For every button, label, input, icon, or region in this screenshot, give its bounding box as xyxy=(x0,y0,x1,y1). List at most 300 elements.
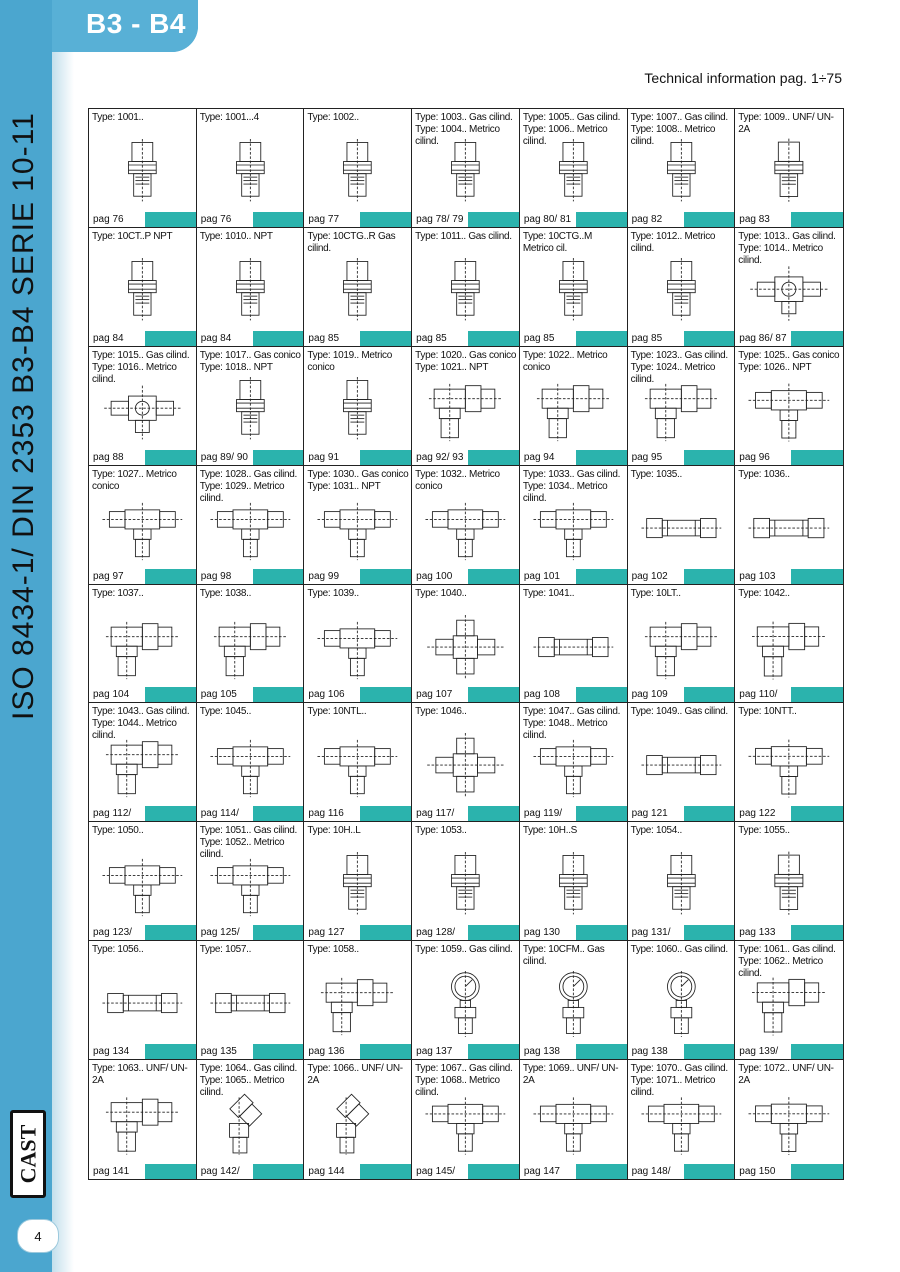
product-type-label: Type: 1056.. xyxy=(92,944,144,956)
page-reference-bar[interactable] xyxy=(304,687,411,702)
fitting-union-icon xyxy=(638,492,725,566)
fitting-angle-45-icon xyxy=(207,1086,294,1161)
fitting-straight-icon xyxy=(530,254,617,328)
product-cell xyxy=(735,941,843,1060)
page-reference-bar[interactable] xyxy=(520,806,627,821)
page-reference-label[interactable]: pag 99 xyxy=(304,569,360,584)
product-type-label: Type: 10CTG..M Metrico cil. xyxy=(522,230,592,254)
page-reference-label[interactable]: pag 76 xyxy=(197,212,253,227)
fitting-elbow-icon xyxy=(638,373,725,447)
page-reference-label[interactable]: pag 84 xyxy=(197,331,253,346)
page-reference-label[interactable]: pag 147 xyxy=(520,1164,576,1179)
product-cell xyxy=(520,941,628,1060)
page-reference-label[interactable]: pag 89/ 90 xyxy=(197,450,253,465)
page-reference-bar[interactable] xyxy=(89,806,196,821)
product-type-label: Type: 1036.. xyxy=(738,468,790,480)
page-reference-bar[interactable] xyxy=(197,806,304,821)
product-cell xyxy=(89,347,197,466)
product-type-label: Type: 10H..S xyxy=(522,825,578,837)
page-reference-bar[interactable] xyxy=(412,687,519,702)
product-type-label: Type: 1005.. Gas cilind. Type: 1006.. Metrico cilind. xyxy=(522,112,621,147)
product-type-label: Type: 1046.. xyxy=(415,706,467,718)
product-type-label: Type: 1069.. UNF/ UN-2A xyxy=(522,1063,619,1087)
page-reference-label[interactable]: pag 91 xyxy=(304,450,360,465)
product-type-label: Type: 1033.. Gas cilind. Type: 1034.. Metrico cilind. xyxy=(522,468,621,504)
page-reference-bar[interactable] xyxy=(304,1164,411,1179)
page-reference-label[interactable]: pag 86/ 87 xyxy=(735,331,791,346)
fitting-tee-icon xyxy=(422,1086,509,1161)
fitting-union-icon xyxy=(207,967,294,1041)
page-reference-label[interactable]: pag 103 xyxy=(735,569,791,584)
page-reference-label[interactable]: pag 105 xyxy=(197,687,253,702)
product-type-label: Type: 1001.. xyxy=(92,112,144,123)
fitting-union-icon xyxy=(530,611,617,685)
fitting-elbow-icon xyxy=(422,373,509,447)
page-reference-bar[interactable] xyxy=(628,1164,735,1179)
product-type-label: Type: 1028.. Gas cilind. Type: 1029.. Metrico cilind. xyxy=(199,468,298,504)
page-reference-label[interactable]: pag 135 xyxy=(197,1044,253,1059)
page-reference-bar[interactable] xyxy=(628,925,735,940)
page-reference-bar[interactable] xyxy=(735,569,843,584)
page-reference-bar[interactable] xyxy=(304,212,411,227)
page-reference-label[interactable]: pag 128/ xyxy=(412,925,468,940)
product-type-label: Type: 1002.. xyxy=(307,112,359,123)
page-reference-label[interactable]: pag 131/ xyxy=(628,925,684,940)
product-cell xyxy=(89,585,197,704)
page-reference-label[interactable]: pag 78/ 79 xyxy=(412,212,468,227)
product-type-label: Type: 10CT..P NPT xyxy=(92,230,173,242)
fitting-tee-icon xyxy=(207,848,294,922)
product-cell xyxy=(412,466,520,585)
page-reference-bar[interactable] xyxy=(89,331,196,346)
page-reference-label[interactable]: pag 85 xyxy=(412,331,468,346)
page-reference-bar[interactable] xyxy=(520,925,627,940)
vertical-series-title: ISO 8434-1/ DIN 2353 B3-B4 SERIE 10-11 xyxy=(7,112,40,720)
page-reference-bar[interactable] xyxy=(628,212,735,227)
page-reference-bar[interactable] xyxy=(628,1044,735,1059)
page-reference-label[interactable]: pag 136 xyxy=(304,1044,360,1059)
product-type-label: Type: 1011.. Gas cilind. xyxy=(415,230,512,242)
page-reference-label[interactable]: pag 125/ xyxy=(197,925,253,940)
fitting-elbow-icon xyxy=(530,373,617,447)
product-type-label: Type: 1057.. xyxy=(199,944,252,956)
page-reference-label[interactable]: pag 100 xyxy=(412,569,468,584)
product-type-label: Type: 1032.. Metrico conico xyxy=(415,468,500,492)
fitting-straight-icon xyxy=(99,135,186,209)
product-type-label: Type: 1015.. Gas cilind. Type: 1016.. Metrico cilind. xyxy=(92,349,190,385)
page-reference-bar[interactable] xyxy=(412,806,519,821)
page-reference-bar[interactable] xyxy=(89,1164,196,1179)
page-reference-bar[interactable] xyxy=(412,925,519,940)
product-type-label: Type: 1054.. xyxy=(630,825,683,837)
product-cell xyxy=(197,466,305,585)
page-reference-bar[interactable] xyxy=(735,212,843,227)
product-cell xyxy=(735,109,843,228)
page-reference-label[interactable]: pag 82 xyxy=(628,212,684,227)
product-cell xyxy=(628,703,736,822)
fitting-cross-icon xyxy=(422,611,509,685)
product-type-label: Type: 1025.. Gas conico Type: 1026.. NPT xyxy=(738,349,840,373)
product-type-label: Type: 1027.. Metrico conico xyxy=(92,468,177,492)
product-cell xyxy=(304,1060,412,1179)
page-reference-bar[interactable] xyxy=(735,331,843,346)
page-reference-label[interactable]: pag 142/ xyxy=(197,1164,253,1179)
product-cell xyxy=(735,466,843,585)
page-reference-bar[interactable] xyxy=(197,331,304,346)
product-cell xyxy=(89,109,197,228)
fitting-straight-icon xyxy=(530,848,617,922)
product-cell xyxy=(412,941,520,1060)
product-type-label: Type: 1064.. Gas cilind. Type: 1065.. Metrico cilind. xyxy=(199,1063,298,1099)
page-reference-bar[interactable] xyxy=(89,569,196,584)
product-cell xyxy=(628,1060,736,1179)
product-type-label: Type: 1019.. Metrico conico xyxy=(307,349,393,373)
product-type-label: Type: 1012.. Metrico cilind. xyxy=(630,230,716,254)
product-cell xyxy=(520,466,628,585)
product-type-label: Type: 1035.. xyxy=(630,468,683,480)
fitting-banjo-icon xyxy=(745,254,833,328)
product-type-label: Type: 1047.. Gas cilind. Type: 1048.. Metrico cilind. xyxy=(522,706,621,742)
page-reference-label[interactable]: pag 106 xyxy=(304,687,360,702)
page-reference-bar[interactable] xyxy=(197,450,304,465)
page-reference-label[interactable]: pag 117/ xyxy=(412,806,468,821)
fitting-straight-icon xyxy=(207,135,294,209)
product-type-label: Type: 10NTT.. xyxy=(738,706,797,718)
fitting-elbow-icon xyxy=(99,1086,186,1161)
product-cell xyxy=(304,703,412,822)
product-cell xyxy=(412,228,520,347)
product-cell xyxy=(735,228,843,347)
fitting-elbow-icon xyxy=(745,967,833,1041)
product-type-label: Type: 1020.. Gas conico Type: 1021.. NPT xyxy=(415,349,517,373)
product-cell xyxy=(412,1060,520,1179)
pressure-gauge-icon xyxy=(638,967,725,1041)
product-cell xyxy=(735,822,843,941)
product-cell xyxy=(735,585,843,704)
product-cell xyxy=(304,347,412,466)
product-cell xyxy=(412,703,520,822)
page-reference-label[interactable]: pag 116 xyxy=(304,806,360,821)
page-reference-bar[interactable] xyxy=(197,925,304,940)
fitting-elbow-icon xyxy=(745,611,833,685)
product-type-label: Type: 1017.. Gas conico Type: 1018.. NPT xyxy=(199,349,301,373)
page-reference-label[interactable]: pag 134 xyxy=(89,1044,145,1059)
page-reference-label[interactable]: pag 144 xyxy=(304,1164,360,1179)
product-type-label: Type: 1061.. Gas cilind. Type: 1062.. Metrico cilind. xyxy=(738,944,836,980)
page-reference-bar[interactable] xyxy=(628,687,735,702)
fitting-straight-icon xyxy=(314,848,401,922)
page-reference-bar[interactable] xyxy=(197,687,304,702)
fitting-tee-icon xyxy=(638,1086,725,1161)
fitting-banjo-icon xyxy=(99,373,186,447)
product-cell xyxy=(197,1060,305,1179)
page-reference-label[interactable]: pag 88 xyxy=(89,450,145,465)
page-reference-label[interactable]: pag 148/ xyxy=(628,1164,684,1179)
product-type-label: Type: 1049.. Gas cilind. xyxy=(630,706,728,718)
page-reference-label[interactable]: pag 94 xyxy=(520,450,576,465)
page-reference-label[interactable]: pag 102 xyxy=(628,569,684,584)
page-reference-bar[interactable] xyxy=(520,1164,627,1179)
fitting-elbow-icon xyxy=(99,729,186,803)
fitting-tee-icon xyxy=(314,611,401,685)
product-cell xyxy=(197,585,305,704)
page-reference-label[interactable]: pag 114/ xyxy=(197,806,253,821)
page-reference-label[interactable]: pag 104 xyxy=(89,687,145,702)
page-reference-bar[interactable] xyxy=(520,331,627,346)
product-type-label: Type: 1009.. UNF/ UN-2A xyxy=(738,112,834,135)
fitting-tee-icon xyxy=(99,848,186,922)
fitting-straight-icon xyxy=(99,254,186,328)
product-cell xyxy=(412,347,520,466)
fitting-elbow-icon xyxy=(99,611,186,685)
page-reference-label[interactable]: pag 83 xyxy=(735,212,791,227)
page-reference-bar[interactable] xyxy=(412,212,519,227)
page-reference-label[interactable]: pag 80/ 81 xyxy=(520,212,576,227)
product-type-label: Type: 1043.. Gas cilind. Type: 1044.. Metrico cilind. xyxy=(92,706,190,742)
product-cell xyxy=(628,228,736,347)
product-cell xyxy=(628,941,736,1060)
page-reference-bar[interactable] xyxy=(412,1044,519,1059)
fitting-straight-icon xyxy=(314,373,401,447)
product-type-label: Type: 10CFM.. Gas cilind. xyxy=(522,944,605,968)
product-type-label: Type: 10CTG..R Gas cilind. xyxy=(307,230,396,254)
fitting-tee-icon xyxy=(207,492,294,566)
product-type-label: Type: 1040.. xyxy=(415,587,467,599)
page-reference-bar[interactable] xyxy=(412,450,519,465)
page-reference-label[interactable]: pag 130 xyxy=(520,925,576,940)
product-cell xyxy=(628,585,736,704)
page-reference-label[interactable]: pag 96 xyxy=(735,450,791,465)
product-type-label: Type: 1072.. UNF/ UN-2A xyxy=(738,1063,834,1087)
page-reference-bar[interactable] xyxy=(304,450,411,465)
product-cell xyxy=(89,1060,197,1179)
product-cell xyxy=(304,822,412,941)
page-reference-bar[interactable] xyxy=(520,569,627,584)
product-type-label: Type: 1013.. Gas cilind. Type: 1014.. Metrico cilind. xyxy=(738,230,836,266)
fitting-tee-icon xyxy=(530,729,617,803)
page-reference-label[interactable]: pag 84 xyxy=(89,331,145,346)
page-reference-bar[interactable] xyxy=(520,212,627,227)
fitting-straight-icon xyxy=(745,135,833,209)
product-type-label: Type: 10H..L xyxy=(307,825,361,837)
page-reference-label[interactable]: pag 76 xyxy=(89,212,145,227)
fitting-straight-icon xyxy=(638,848,725,922)
product-cell xyxy=(412,822,520,941)
page-reference-bar[interactable] xyxy=(304,331,411,346)
page-reference-bar[interactable] xyxy=(89,212,196,227)
product-type-label: Type: 1022.. Metrico conico xyxy=(522,349,608,373)
page-reference-bar[interactable] xyxy=(197,1164,304,1179)
page-reference-bar[interactable] xyxy=(520,1044,627,1059)
page-reference-label[interactable]: pag 110/ xyxy=(735,687,791,702)
product-type-label: Type: 1007.. Gas cilind. Type: 1008.. Metrico cilind. xyxy=(630,112,728,147)
page-reference-bar[interactable] xyxy=(735,925,843,940)
page-reference-bar[interactable] xyxy=(89,925,196,940)
fitting-straight-icon xyxy=(530,135,617,209)
technical-info-reference: Technical information pag. 1÷75 xyxy=(644,70,842,86)
product-cell xyxy=(520,822,628,941)
fitting-angle-45-icon xyxy=(314,1086,401,1161)
page-reference-label[interactable]: pag 108 xyxy=(520,687,576,702)
product-type-label: Type: 1066.. UNF/ UN-2A xyxy=(307,1063,403,1087)
page-reference-label[interactable]: pag 101 xyxy=(520,569,576,584)
page-reference-label[interactable]: pag 127 xyxy=(304,925,360,940)
page-reference-label[interactable]: pag 119/ xyxy=(520,806,576,821)
product-cell xyxy=(197,941,305,1060)
page-reference-label[interactable]: pag 150 xyxy=(735,1164,791,1179)
product-cell xyxy=(735,703,843,822)
page-reference-label[interactable]: pag 145/ xyxy=(412,1164,468,1179)
page-reference-label[interactable]: pag 85 xyxy=(628,331,684,346)
fitting-tee-icon xyxy=(314,492,401,566)
product-cell xyxy=(89,941,197,1060)
product-cell xyxy=(197,228,305,347)
page-reference-label[interactable]: pag 139/ xyxy=(735,1044,791,1059)
product-cell xyxy=(89,703,197,822)
page-reference-bar[interactable] xyxy=(89,687,196,702)
product-cell xyxy=(520,703,628,822)
page-reference-bar[interactable] xyxy=(628,806,735,821)
section-tab-label: B3 - B4 xyxy=(86,8,186,39)
product-cell xyxy=(197,347,305,466)
page-reference-bar[interactable] xyxy=(628,450,735,465)
page-reference-label[interactable]: pag 138 xyxy=(628,1044,684,1059)
fitting-tee-icon xyxy=(745,373,833,447)
page-reference-bar[interactable] xyxy=(304,569,411,584)
fitting-union-icon xyxy=(99,967,186,1041)
fitting-cross-icon xyxy=(422,729,509,803)
product-cell xyxy=(628,822,736,941)
product-type-label: Type: 1023.. Gas cilind. Type: 1024.. Metrico cilind. xyxy=(630,349,728,385)
page-number: 4 xyxy=(18,1220,58,1252)
product-type-label: Type: 1051.. Gas cilind. Type: 1052.. Metrico cilind. xyxy=(199,825,298,861)
fitting-straight-icon xyxy=(422,254,509,328)
page-reference-bar[interactable] xyxy=(89,1044,196,1059)
page-reference-bar[interactable] xyxy=(412,331,519,346)
logo-text: CAST xyxy=(15,1124,40,1184)
product-cell xyxy=(197,109,305,228)
fitting-elbow-icon xyxy=(314,967,401,1041)
page-reference-bar[interactable] xyxy=(304,806,411,821)
cast-logo xyxy=(10,1110,46,1198)
product-cell xyxy=(520,1060,628,1179)
page-reference-bar[interactable] xyxy=(520,450,627,465)
product-type-label: Type: 1001...4 xyxy=(199,112,259,123)
product-cell xyxy=(304,941,412,1060)
fitting-straight-icon xyxy=(314,254,401,328)
page-reference-label[interactable]: pag 133 xyxy=(735,925,791,940)
product-type-label: Type: 1070.. Gas cilind. Type: 1071.. Metrico cilind. xyxy=(630,1063,728,1099)
product-cell xyxy=(520,109,628,228)
product-cell xyxy=(197,822,305,941)
page-reference-bar[interactable] xyxy=(304,925,411,940)
page-reference-label[interactable]: pag 121 xyxy=(628,806,684,821)
fitting-tee-icon xyxy=(207,729,294,803)
product-cell xyxy=(304,228,412,347)
product-cell xyxy=(304,585,412,704)
page-reference-label[interactable]: pag 85 xyxy=(304,331,360,346)
product-type-label: Type: 1067.. Gas cilind. Type: 1068.. Metrico cilind. xyxy=(415,1063,513,1099)
product-type-label: Type: 1039.. xyxy=(307,587,359,599)
page-reference-bar[interactable] xyxy=(735,806,843,821)
product-type-label: Type: 10LT.. xyxy=(630,587,681,599)
page-reference-bar[interactable] xyxy=(628,569,735,584)
product-type-label: Type: 1003.. Gas cilind. Type: 1004.. Metrico cilind. xyxy=(415,112,513,147)
page-reference-label[interactable]: pag 77 xyxy=(304,212,360,227)
product-type-label: Type: 1050.. xyxy=(92,825,144,837)
page-reference-bar[interactable] xyxy=(735,687,843,702)
page-reference-label[interactable]: pag 95 xyxy=(628,450,684,465)
product-type-label: Type: 1055.. xyxy=(738,825,790,837)
page-reference-bar[interactable] xyxy=(735,450,843,465)
fitting-straight-icon xyxy=(207,373,294,447)
product-type-label: Type: 1037.. xyxy=(92,587,144,599)
fitting-tee-icon xyxy=(99,492,186,566)
product-type-label: Type: 1063.. UNF/ UN-2A xyxy=(92,1063,188,1087)
fitting-straight-icon xyxy=(745,848,833,922)
page-reference-label[interactable]: pag 92/ 93 xyxy=(412,450,468,465)
product-cell xyxy=(304,466,412,585)
page-reference-bar[interactable] xyxy=(735,1164,843,1179)
pressure-gauge-icon xyxy=(530,967,617,1041)
page-reference-bar[interactable] xyxy=(304,1044,411,1059)
product-cell xyxy=(520,585,628,704)
product-cell xyxy=(197,703,305,822)
product-cell xyxy=(735,347,843,466)
page-reference-label[interactable]: pag 107 xyxy=(412,687,468,702)
page-reference-label[interactable]: pag 137 xyxy=(412,1044,468,1059)
page-reference-bar[interactable] xyxy=(628,331,735,346)
page-reference-label[interactable]: pag 109 xyxy=(628,687,684,702)
product-cell xyxy=(89,822,197,941)
fitting-tee-icon xyxy=(422,492,509,566)
product-type-label: Type: 1010.. NPT xyxy=(199,230,273,242)
page-reference-bar[interactable] xyxy=(412,569,519,584)
fitting-straight-icon xyxy=(207,254,294,328)
page-reference-label[interactable]: pag 123/ xyxy=(89,925,145,940)
page-reference-bar[interactable] xyxy=(197,212,304,227)
product-cell xyxy=(520,347,628,466)
sidebar-shade xyxy=(52,0,74,1272)
product-type-label: Type: 1058.. xyxy=(307,944,359,956)
product-type-label: Type: 1053.. xyxy=(415,825,467,837)
page-reference-label[interactable]: pag 97 xyxy=(89,569,145,584)
page-reference-label[interactable]: pag 98 xyxy=(197,569,253,584)
fitting-straight-icon xyxy=(422,135,509,209)
fitting-straight-icon xyxy=(314,135,401,209)
product-cell xyxy=(628,347,736,466)
page-reference-bar[interactable] xyxy=(197,1044,304,1059)
product-type-label: Type: 1041.. xyxy=(522,587,575,599)
product-cell xyxy=(520,228,628,347)
fitting-tee-icon xyxy=(530,1086,617,1161)
page-reference-bar[interactable] xyxy=(520,687,627,702)
page-reference-bar[interactable] xyxy=(197,569,304,584)
page-reference-label[interactable]: pag 112/ xyxy=(89,806,145,821)
product-cell xyxy=(628,109,736,228)
product-type-label: Type: 1059.. Gas cilind. xyxy=(415,944,513,956)
page-reference-label[interactable]: pag 122 xyxy=(735,806,791,821)
page-reference-label[interactable]: pag 85 xyxy=(520,331,576,346)
fitting-tee-icon xyxy=(314,729,401,803)
page-reference-label[interactable]: pag 138 xyxy=(520,1044,576,1059)
product-cell xyxy=(89,466,197,585)
page-reference-bar[interactable] xyxy=(89,450,196,465)
product-type-label: Type: 1038.. xyxy=(199,587,252,599)
page-reference-bar[interactable] xyxy=(412,1164,519,1179)
page-reference-label[interactable]: pag 141 xyxy=(89,1164,145,1179)
page-reference-bar[interactable] xyxy=(735,1044,843,1059)
